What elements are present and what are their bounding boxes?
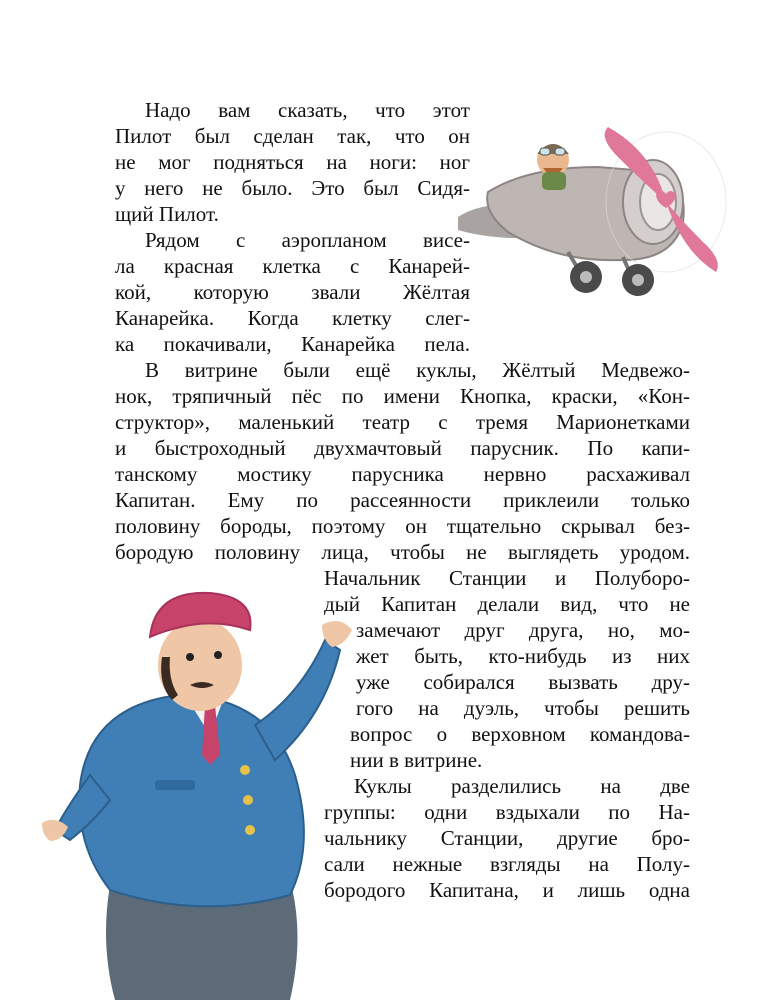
text-line: бородого Капитана, и лишь одна [324,878,690,902]
pilot-goggle [540,148,550,155]
text-line: Пилот был сделан так, что он [115,124,470,148]
text-line: структор», маленький театр с тремя Марионетками [115,410,690,434]
airplane-illustration [448,112,728,302]
text-line: Канарейка. Когда клетку слег- [115,306,470,330]
station-master-illustration [40,585,360,1000]
text-line: дый Капитан делали вид, что не [324,592,690,616]
jacket-button [245,825,255,835]
text-line: чальнику Станции, другие бро- [324,826,690,850]
text-line: бородую половину лица, чтобы не выглядеть уродом. [115,540,690,564]
eye [214,651,222,659]
text-line: Рядом с аэропланом висе- [145,228,470,252]
text-line: половину бороды, поэтому он тщательно скрывал без- [115,514,690,538]
pilot-goggle [555,148,565,155]
text-line: вопрос о верховном командова- [350,722,690,746]
text-line: ка покачивали, Канарейка пела. [115,332,470,356]
text-line: у него не было. Это был Сидя- [115,176,470,200]
text-line: нии в витрине. [350,748,483,772]
text-line: щий Пилот. [115,202,219,226]
text-line: кой, которую звали Жёлтая [115,280,470,304]
eye [186,653,194,661]
text-line: Капитан. Ему по рассеянности приклеили только [115,488,690,512]
pilot-jacket [542,172,566,190]
text-line: В витрине были ещё куклы, Жёлтый Медвежо- [145,358,690,382]
jacket-button [240,765,250,775]
text-line: не мог подняться на ноги: ног [115,150,470,174]
text-line: Начальник Станции и Полуборо- [324,566,690,590]
text-line: Куклы разделились на две [354,774,690,798]
text-line: группы: одни вздыхали по На- [324,800,690,824]
text-line: танскому мостику парусника нервно расхаживал [115,462,690,486]
text-line: ла красная клетка с Канарей- [115,254,470,278]
text-line: нок, тряпичный пёс по имени Кнопка, краски, «Кон- [115,384,690,408]
text-line: гого на дуэль, чтобы решить [356,696,690,720]
text-line: Надо вам сказать, что этот [145,98,470,122]
text-line: жет быть, кто-нибудь из них [356,644,690,668]
text-line: сали нежные взгляды на Полу- [324,852,690,876]
text-line: и быстроходный двухмачтовый парусник. По капи- [115,436,690,460]
text-line: уже собирался вызвать дру- [356,670,690,694]
jacket-pocket [155,780,195,790]
jacket-button [243,795,253,805]
text-line: замечают друг друга, но, мо- [356,618,690,642]
raised-arm [255,640,340,760]
